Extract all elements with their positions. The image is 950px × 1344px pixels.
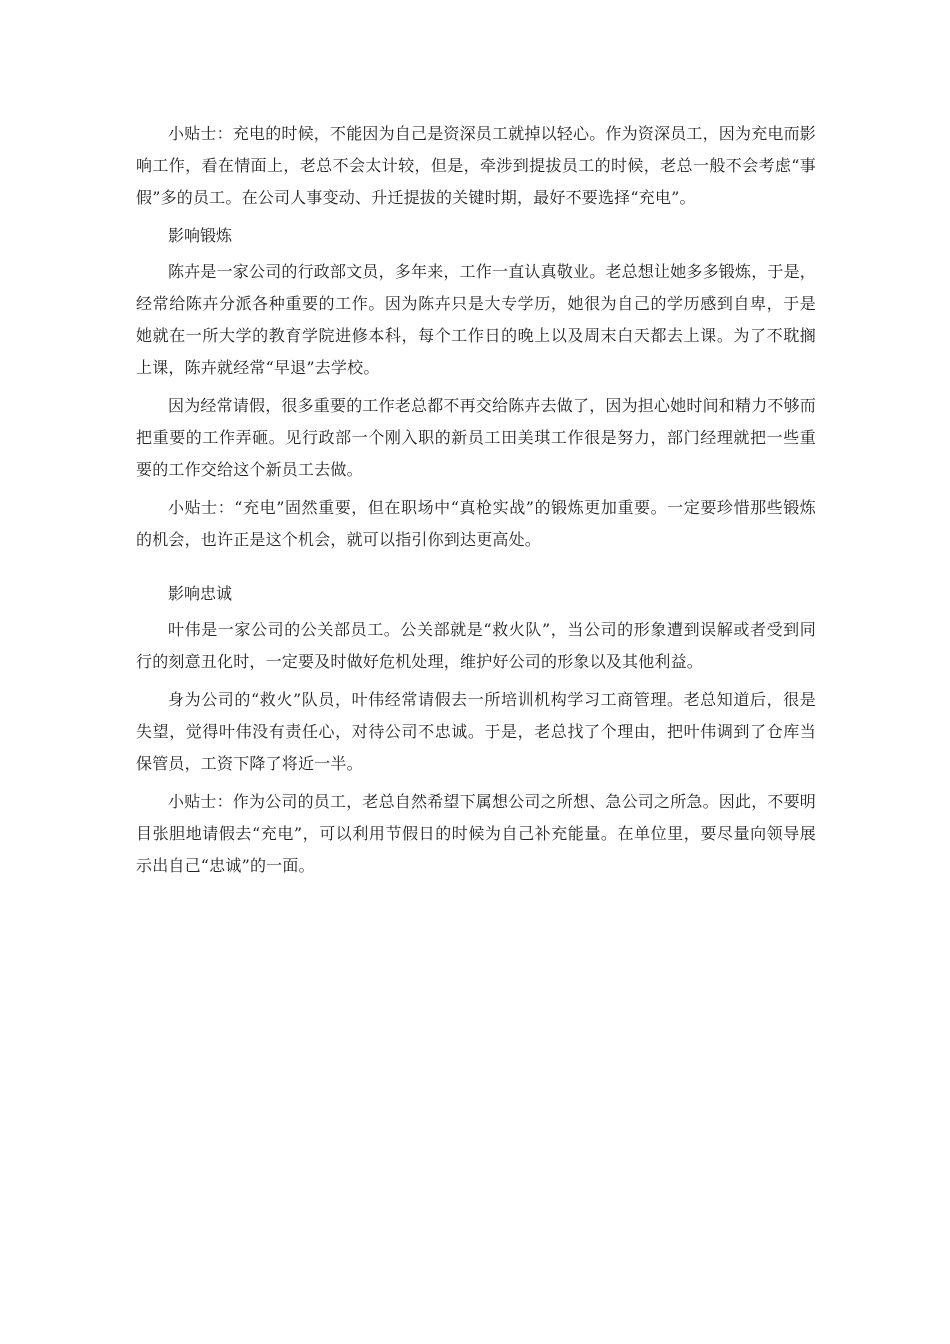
section-heading-training: 影响锻炼: [168, 226, 233, 245]
section-heading-loyalty: 影响忠诚: [168, 584, 233, 603]
paragraph-chen-hui-2: 因为经常请假，很多重要的工作老总都不再交给陈卉去做了，因为担心她时间和精力不够而把重要的工作弄砸。见行政部一个刚入职的新员工田美琪工作很是努力，部门经理就把一些重要的工作交给这个新员工去做。: [136, 396, 817, 479]
paragraph-ye-wei-1: 叶伟是一家公司的公关部员工。公关部就是“救火队”，当公司的形象遭到误解或者受到同行的刻意丑化时，一定要及时做好危机处理，维护好公司的形象以及其他利益。: [136, 620, 816, 671]
section-spacer: [136, 556, 816, 578]
paragraph-chen-hui-1: 陈卉是一家公司的行政部文员，多年来，工作一直认真敬业。老总想让她多多锻炼，于是，经常给陈卉分派各种重要的工作。因为陈卉只是大专学历，她很为自己的学历感到自卑，于是她就在一所大学的教育学院进修本科，每个工作日的晚上以及周末白天都去上课。为了不耽搁上课，陈卉就经常“早退”去学校。: [136, 262, 817, 377]
tip-paragraph-1: 小贴士：充电的时候，不能因为自己是资深员工就掉以轻心。作为资深员工，因为充电而影响工作，看在情面上，老总不会太计较，但是，牵涉到提拔员工的时候，老总一般不会考虑“事假”多的员工。在公司人事变动、升迁提拔的关键时期，最好不要选择“充电”。: [136, 124, 817, 207]
tip-paragraph-2: 小贴士：“充电”固然重要，但在职场中“真枪实战”的锻炼更加重要。一定要珍惜那些锻炼的机会，也许正是这个机会，就可以指引你到达更高处。: [136, 498, 816, 549]
tip-paragraph-3: 小贴士：作为公司的员工，老总自然希望下属想公司之所想、急公司之所急。因此，不要明目张胆地请假去“充电”，可以利用节假日的时候为自己补充能量。在单位里，要尽量向领导展示出自己“忠诚”的一面。: [136, 792, 817, 875]
paragraph-ye-wei-2: 身为公司的“救火”队员，叶伟经常请假去一所培训机构学习工商管理。老总知道后，很是失望，觉得叶伟没有责任心，对待公司不忠诚。于是，老总找了个理由，把叶伟调到了仓库当保管员，工资下降了将近一半。: [136, 690, 816, 773]
document-body: [136, 118, 816, 882]
